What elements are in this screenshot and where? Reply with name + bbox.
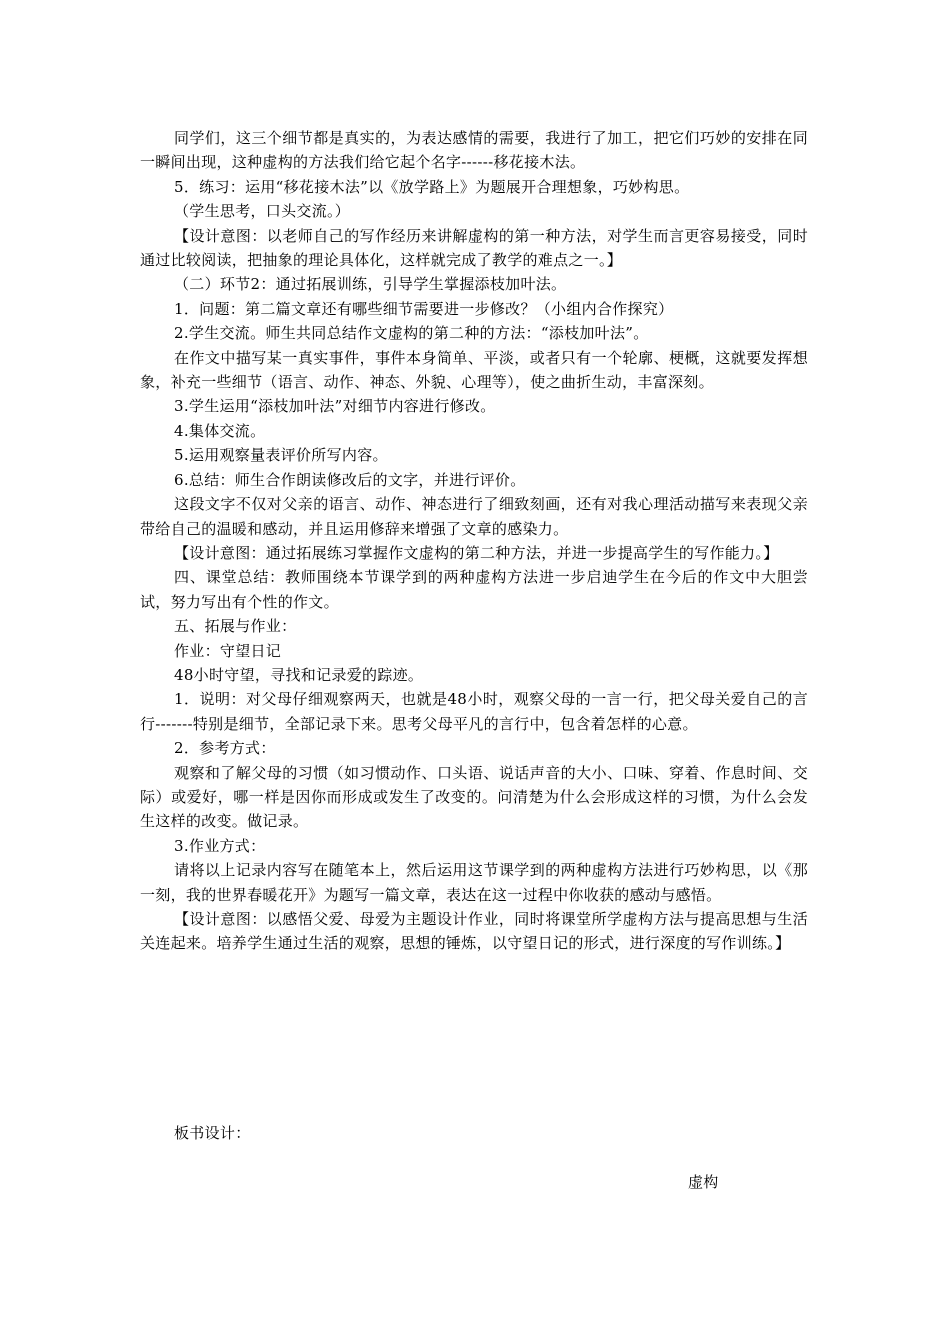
paragraph: 这段文字不仅对父亲的语言、动作、神态进行了细致刻画，还有对我心理活动描写来表现父亲带给自己的温暖和感动，并且运用修辞来增强了文章的感染力。 (140, 495, 808, 538)
paragraph: 2．参考方式： (174, 739, 276, 758)
section-heading: 五、拓展与作业： (174, 617, 297, 636)
paragraph: 同学们，这三个细节都是真实的，为表达感情的需要，我进行了加工，把它们巧妙的安排在同一瞬间出现，这种虚构的方法我们给它起个名字------移花接木法。 (140, 129, 808, 172)
section-heading: 四、课堂总结：教师围绕本节课学到的两种虚构方法进一步启迪学生在今后的作文中大胆尝试，努力写出有个性的作文。 (140, 568, 808, 611)
paragraph: 5．练习：运用“移花接木法”以《放学路上》为题展开合理想象，巧妙构思。 (174, 177, 690, 196)
board-design-item: 虚构 (688, 1173, 719, 1191)
paragraph: 观察和了解父母的习惯（如习惯动作、口头语、说话声音的大小、口味、穿着、作息时间、交际）或爱好，哪一样是因你而形成或发生了改变的。问清楚为什么会形成这样的习惯，为什么会发生这样的改变。做记录。 (140, 763, 808, 831)
design-intent-note: 【设计意图：以老师自己的写作经历来讲解虚构的第一种方法，对学生而言更容易接受，同时通过比较阅读，把抽象的理论具体化，这样就完成了教学的难点之一。】 (140, 226, 808, 270)
paragraph: 作业：守望日记 (174, 641, 282, 660)
paragraph: 2.学生交流。师生共同总结作文虚构的第二种的方法：“添枝加叶法”。 (174, 324, 649, 343)
board-design-title: 板书设计： (174, 1124, 251, 1142)
paragraph: 请将以上记录内容写在随笔本上，然后运用这节课学到的两种虚构方法进行巧妙构思，以《那一刻，我的世界春暖花开》为题写一篇文章，表达在这一过程中你收获的感动与感悟。 (140, 861, 808, 904)
section-heading: （二）环节2：通过拓展训练，引导学生掌握添枝加叶法。 (174, 275, 567, 294)
paragraph: 3.学生运用“添枝加叶法”对细节内容进行修改。 (174, 397, 496, 416)
paragraph: 6.总结：师生合作朗读修改后的文字，并进行评价。 (174, 470, 526, 489)
design-intent-note: 【设计意图：以感悟父爱、母爱为主题设计作业，同时将课堂所学虚构方法与提高思想与生活关连起来。培养学生通过生活的观察，思想的锤炼，以守望日记的形式，进行深度的写作训练。】 (140, 910, 808, 953)
paragraph: 在作文中描写某一真实事件，事件本身简单、平淡，或者只有一个轮廓、梗概，这就要发挥想象，补充一些细节（语言、动作、神态、外貌、心理等），使之曲折生动，丰富深刻。 (140, 348, 808, 392)
paragraph: 4.集体交流。 (174, 421, 266, 440)
paragraph: 1．说明：对父母仔细观察两天，也就是48小时，观察父母的一言一行，把父母关爱自己的言行-------特别是细节，全部记录下来。思考父母平凡的言行中，包含着怎样的心意。 (140, 690, 808, 733)
design-intent-note: 【设计意图：通过拓展练习掌握作文虚构的第二种方法，并进一步提高学生的写作能力。】 (174, 543, 779, 562)
paragraph: 5.运用观察量表评价所写内容。 (174, 446, 388, 465)
paragraph: （学生思考，口头交流。） (174, 202, 351, 221)
paragraph: 3.作业方式： (174, 836, 266, 855)
body-text (140, 126, 808, 956)
paragraph: 1．问题：第二篇文章还有哪些细节需要进一步修改？（小组内合作探究） (174, 299, 674, 318)
paragraph: 48小时守望，寻找和记录爱的踪迹。 (174, 665, 424, 684)
